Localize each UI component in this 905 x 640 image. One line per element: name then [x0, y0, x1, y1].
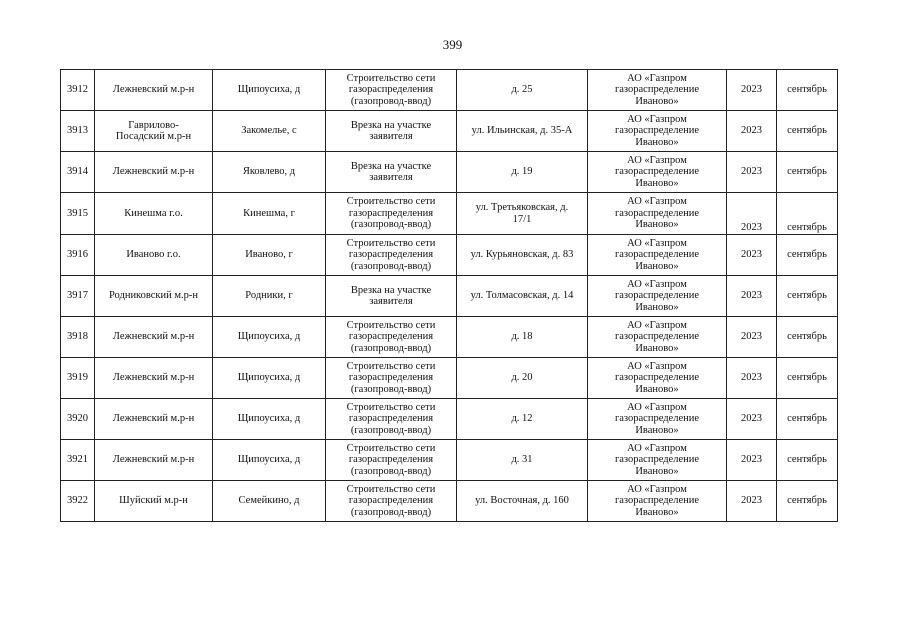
table-row — [61, 481, 838, 522]
month-cell: сентябрь — [777, 111, 838, 152]
district-cell: Лежневский м.р-н — [95, 399, 213, 440]
district-cell: Лежневский м.р-н — [95, 70, 213, 111]
month-cell: сентябрь — [777, 399, 838, 440]
address-cell: д. 25 — [457, 70, 588, 111]
row-number-cell: 3919 — [61, 358, 95, 399]
locality-cell: Щипоусиха, д — [213, 399, 326, 440]
year-cell: 2023 — [727, 276, 777, 317]
table-row — [61, 235, 838, 276]
month-cell: сентябрь — [777, 317, 838, 358]
month-cell: сентябрь — [777, 481, 838, 522]
address-cell: д. 20 — [457, 358, 588, 399]
row-number-cell: 3912 — [61, 70, 95, 111]
address-cell: ул. Третьяковская, д. 17/1 — [457, 193, 588, 235]
table-row — [61, 440, 838, 481]
address-cell: ул. Толмасовская, д. 14 — [457, 276, 588, 317]
organization-cell: АО «Газпром газораспределение Иваново» — [588, 111, 727, 152]
year-cell: 2023 — [727, 235, 777, 276]
year-cell: 2023 — [727, 70, 777, 111]
address-cell: д. 31 — [457, 440, 588, 481]
work-type-cell: Строительство сети газораспределения (газопровод-ввод) — [326, 193, 457, 235]
district-cell: Лежневский м.р-н — [95, 440, 213, 481]
work-type-cell: Строительство сети газораспределения (газопровод-ввод) — [326, 399, 457, 440]
organization-cell: АО «Газпром газораспределение Иваново» — [588, 440, 727, 481]
month-cell: сентябрь — [777, 193, 838, 235]
table-row — [61, 399, 838, 440]
table-row — [61, 193, 838, 235]
row-number-cell: 3920 — [61, 399, 95, 440]
month-cell: сентябрь — [777, 440, 838, 481]
district-cell: Лежневский м.р-н — [95, 152, 213, 193]
locality-cell: Закомелье, с — [213, 111, 326, 152]
district-cell: Гаврилово- Посадский м.р-н — [95, 111, 213, 152]
year-cell: 2023 — [727, 193, 777, 235]
district-cell: Иваново г.о. — [95, 235, 213, 276]
organization-cell: АО «Газпром газораспределение Иваново» — [588, 152, 727, 193]
month-cell: сентябрь — [777, 70, 838, 111]
table-row — [61, 317, 838, 358]
row-number-cell: 3917 — [61, 276, 95, 317]
year-cell: 2023 — [727, 358, 777, 399]
row-number-cell: 3916 — [61, 235, 95, 276]
work-type-cell: Строительство сети газораспределения (газопровод-ввод) — [326, 440, 457, 481]
row-number-cell: 3921 — [61, 440, 95, 481]
organization-cell: АО «Газпром газораспределение Иваново» — [588, 193, 727, 235]
work-type-cell: Строительство сети газораспределения (газопровод-ввод) — [326, 70, 457, 111]
table-row — [61, 70, 838, 111]
organization-cell: АО «Газпром газораспределение Иваново» — [588, 276, 727, 317]
row-number-cell: 3918 — [61, 317, 95, 358]
work-type-cell: Врезка на участке заявителя — [326, 276, 457, 317]
row-number-cell: 3915 — [61, 193, 95, 235]
organization-cell: АО «Газпром газораспределение Иваново» — [588, 399, 727, 440]
gasification-schedule-table — [60, 69, 838, 522]
year-cell: 2023 — [727, 440, 777, 481]
organization-cell: АО «Газпром газораспределение Иваново» — [588, 481, 727, 522]
address-cell: д. 19 — [457, 152, 588, 193]
address-cell: д. 18 — [457, 317, 588, 358]
table-row — [61, 358, 838, 399]
row-number-cell: 3914 — [61, 152, 95, 193]
locality-cell: Щипоусиха, д — [213, 440, 326, 481]
row-number-cell: 3913 — [61, 111, 95, 152]
locality-cell: Семейкино, д — [213, 481, 326, 522]
work-type-cell: Врезка на участке заявителя — [326, 152, 457, 193]
district-cell: Кинешма г.о. — [95, 193, 213, 235]
locality-cell: Родники, г — [213, 276, 326, 317]
organization-cell: АО «Газпром газораспределение Иваново» — [588, 235, 727, 276]
year-cell: 2023 — [727, 111, 777, 152]
work-type-cell: Строительство сети газораспределения (газопровод-ввод) — [326, 235, 457, 276]
organization-cell: АО «Газпром газораспределение Иваново» — [588, 358, 727, 399]
address-cell: ул. Ильинская, д. 35-А — [457, 111, 588, 152]
year-cell: 2023 — [727, 399, 777, 440]
month-cell: сентябрь — [777, 235, 838, 276]
locality-cell: Яковлево, д — [213, 152, 326, 193]
locality-cell: Щипоусиха, д — [213, 317, 326, 358]
locality-cell: Щипоусиха, д — [213, 70, 326, 111]
row-number-cell: 3922 — [61, 481, 95, 522]
table-row — [61, 111, 838, 152]
year-cell: 2023 — [727, 152, 777, 193]
district-cell: Лежневский м.р-н — [95, 358, 213, 399]
address-cell: д. 12 — [457, 399, 588, 440]
month-cell: сентябрь — [777, 276, 838, 317]
work-type-cell: Строительство сети газораспределения (газопровод-ввод) — [326, 317, 457, 358]
address-cell: ул. Курьяновская, д. 83 — [457, 235, 588, 276]
locality-cell: Щипоусиха, д — [213, 358, 326, 399]
month-cell: сентябрь — [777, 152, 838, 193]
organization-cell: АО «Газпром газораспределение Иваново» — [588, 70, 727, 111]
table-row — [61, 152, 838, 193]
work-type-cell: Строительство сети газораспределения (газопровод-ввод) — [326, 481, 457, 522]
page-number: 399 — [442, 37, 463, 52]
district-cell: Родниковский м.р-н — [95, 276, 213, 317]
district-cell: Лежневский м.р-н — [95, 317, 213, 358]
work-type-cell: Строительство сети газораспределения (газопровод-ввод) — [326, 358, 457, 399]
month-cell: сентябрь — [777, 358, 838, 399]
locality-cell: Иваново, г — [213, 235, 326, 276]
locality-cell: Кинешма, г — [213, 193, 326, 235]
organization-cell: АО «Газпром газораспределение Иваново» — [588, 317, 727, 358]
year-cell: 2023 — [727, 481, 777, 522]
address-cell: ул. Восточная, д. 160 — [457, 481, 588, 522]
year-cell: 2023 — [727, 317, 777, 358]
table-row — [61, 276, 838, 317]
work-type-cell: Врезка на участке заявителя — [326, 111, 457, 152]
district-cell: Шуйский м.р-н — [95, 481, 213, 522]
